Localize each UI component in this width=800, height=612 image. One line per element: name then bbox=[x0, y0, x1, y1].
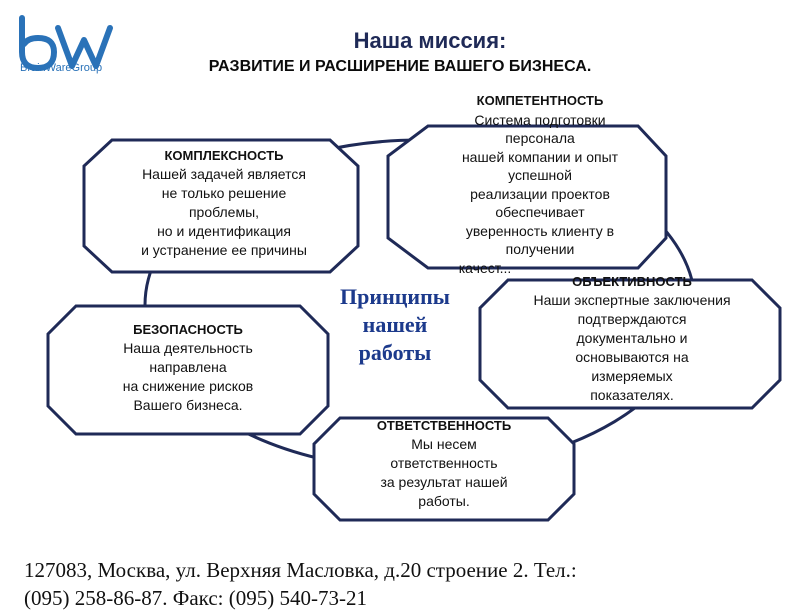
safety-line: на снижение рисков bbox=[122, 378, 254, 394]
center-label-line: Принципы bbox=[340, 284, 450, 309]
box-complexity bbox=[100, 146, 348, 260]
center-label-line: работы bbox=[358, 340, 432, 365]
competence-heading: КОМПЕТЕНТНОСТЬ bbox=[476, 93, 604, 108]
box-safety bbox=[60, 320, 316, 415]
competence-line: персонала bbox=[505, 130, 575, 146]
complexity-line: но и идентификация bbox=[157, 223, 291, 239]
responsibility-heading: ОТВЕТСТВЕННОСТЬ bbox=[376, 418, 512, 433]
safety-heading: БЕЗОПАСНОСТЬ bbox=[133, 322, 243, 337]
footer-contacts bbox=[24, 556, 784, 612]
center-label-line: нашей bbox=[362, 312, 428, 337]
competence-line: успешной bbox=[508, 167, 572, 183]
center-label bbox=[310, 283, 480, 367]
complexity-line: проблемы, bbox=[188, 204, 260, 220]
objectivity-line: основываются на bbox=[575, 349, 689, 365]
page-title: Наша миссия: bbox=[353, 28, 507, 53]
competence-line: уверенность клиенту в bbox=[465, 222, 615, 239]
objectivity-line: показателях. bbox=[590, 387, 674, 403]
objectivity-line: Наши экспертные заключения bbox=[533, 292, 731, 308]
safety-line: направлена bbox=[149, 359, 227, 375]
safety-line: Наша деятельность bbox=[123, 340, 253, 356]
responsibility-line: работы. bbox=[418, 493, 470, 509]
complexity-line: Нашей задачей является bbox=[142, 166, 306, 182]
complexity-heading: КОМПЛЕКСНОСТЬ bbox=[164, 148, 284, 163]
box-responsibility bbox=[324, 416, 564, 511]
competence-line: получении bbox=[505, 241, 575, 257]
competence-line: нашей компании и опыт bbox=[461, 148, 619, 165]
objectivity-heading: ОБЪЕКТИВНОСТЬ bbox=[572, 274, 692, 289]
box-objectivity bbox=[494, 272, 770, 405]
complexity-line: не только решение bbox=[161, 185, 287, 201]
objectivity-line: подтверждаются bbox=[577, 311, 687, 327]
objectivity-line: измеряемых bbox=[591, 368, 673, 384]
page-subtitle: РАЗВИТИЕ И РАСШИРЕНИЕ ВАШЕГО БИЗНЕСА. bbox=[208, 58, 592, 75]
responsibility-line: ответственность bbox=[390, 455, 498, 471]
footer-address: 127083, Москва, ул. Верхняя Масловка, д.20 строение 2. Тел.: bbox=[24, 558, 577, 582]
competence-line: обеспечивает bbox=[495, 204, 585, 220]
competence-line: качест... bbox=[458, 259, 512, 276]
complexity-line: и устранение ее причины bbox=[141, 242, 307, 258]
safety-line: Вашего бизнеса. bbox=[133, 397, 243, 413]
competence-line: реализации проектов bbox=[470, 185, 610, 202]
footer-phones: (095) 258-86-87. Факс: (095) 540-73-21 bbox=[24, 586, 367, 610]
logo-text: BrainWareGroup bbox=[20, 62, 103, 74]
responsibility-line: Мы несем bbox=[411, 436, 477, 452]
objectivity-line: документально и bbox=[576, 330, 688, 346]
competence-line: Система подготовки bbox=[474, 111, 606, 128]
responsibility-line: за результат нашей bbox=[380, 474, 508, 490]
box-competence bbox=[400, 92, 680, 277]
